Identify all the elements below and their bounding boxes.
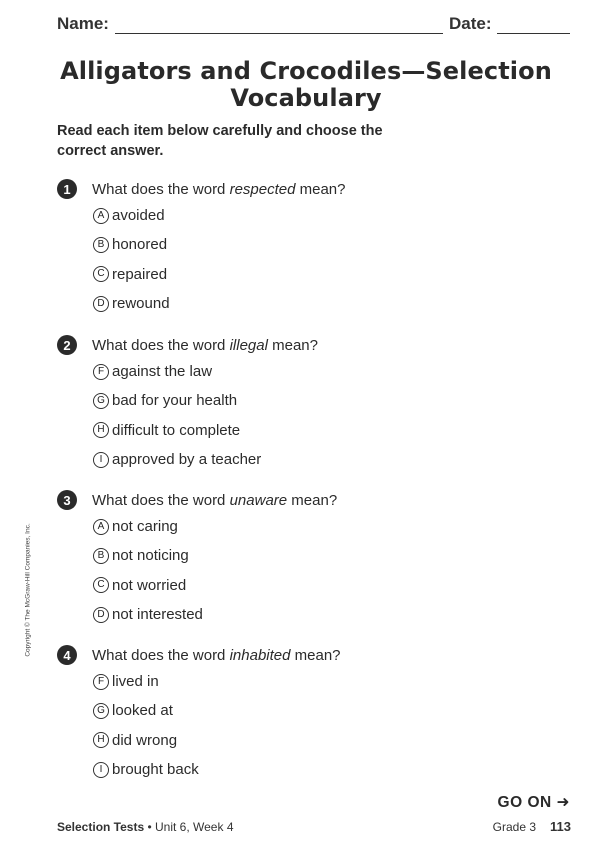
- question-text: [92, 647, 341, 664]
- answer-text: difficult to complete: [112, 421, 241, 439]
- question-number-badge: 1: [57, 179, 77, 199]
- answer-option[interactable]: [93, 201, 577, 230]
- answer-option[interactable]: [93, 289, 577, 318]
- answer-text: against the law: [112, 363, 213, 381]
- question-number-badge: 3: [57, 490, 77, 510]
- answer-option[interactable]: [93, 386, 577, 415]
- page-title-line-2: Vocabulary: [230, 84, 382, 112]
- question-text: [92, 492, 337, 509]
- go-on-label: GO ON ➜: [497, 794, 570, 811]
- date-label: Date:: [448, 14, 492, 33]
- page-title-line-1: Alligators and Crocodiles—Selection: [60, 57, 552, 85]
- answer-bubble-icon[interactable]: C: [93, 577, 109, 593]
- answer-bubble-icon[interactable]: D: [93, 296, 109, 312]
- answer-bubble-icon[interactable]: H: [93, 422, 109, 438]
- answer-text: brought back: [112, 761, 199, 779]
- answer-option[interactable]: [93, 445, 577, 474]
- answer-bubble-icon[interactable]: B: [93, 548, 109, 564]
- answer-text: rewound: [112, 295, 170, 313]
- vocabulary-word: unaware: [229, 491, 288, 509]
- footer-source: [57, 820, 234, 834]
- answer-bubble-icon[interactable]: H: [93, 732, 109, 748]
- question-4: [57, 643, 577, 784]
- page-number: 113: [550, 819, 571, 834]
- answer-text: bad for your health: [112, 392, 238, 410]
- footer: [57, 819, 571, 834]
- answer-text: not worried: [112, 576, 187, 594]
- answer-option[interactable]: [93, 667, 577, 696]
- question-number-badge: 2: [57, 335, 77, 355]
- answer-option[interactable]: [93, 416, 577, 445]
- answer-option[interactable]: [93, 571, 577, 600]
- answer-text: not noticing: [112, 547, 189, 565]
- question-row: [57, 177, 577, 201]
- question-1: [57, 177, 577, 318]
- answer-option[interactable]: [93, 726, 577, 755]
- question-text: [92, 181, 346, 198]
- question-row: [57, 488, 577, 512]
- name-label: Name:: [57, 14, 109, 33]
- answer-bubble-icon[interactable]: A: [93, 519, 109, 535]
- footer-right: [493, 819, 571, 834]
- instructions: Read each item below carefully and choose the correct answer.: [57, 123, 383, 159]
- question-prefix: What does the word: [92, 491, 230, 509]
- answer-bubble-icon[interactable]: I: [93, 452, 109, 468]
- question-suffix: mean?: [295, 180, 346, 198]
- header: [57, 14, 570, 34]
- answer-option[interactable]: [93, 230, 577, 259]
- answer-text: not interested: [112, 606, 203, 624]
- question-row: [57, 643, 577, 667]
- answer-option[interactable]: [93, 260, 577, 289]
- question-suffix: mean?: [290, 646, 341, 664]
- page-title: [30, 58, 582, 112]
- answer-option[interactable]: [93, 357, 577, 386]
- question-prefix: What does the word: [92, 180, 230, 198]
- answer-text: avoided: [112, 207, 165, 225]
- answer-bubble-icon[interactable]: I: [93, 762, 109, 778]
- answer-option[interactable]: [93, 541, 577, 570]
- answer-bubble-icon[interactable]: G: [93, 393, 109, 409]
- question-3: [57, 488, 577, 629]
- footer-unit: • Unit 6, Week 4: [144, 819, 234, 834]
- answer-bubble-icon[interactable]: B: [93, 237, 109, 253]
- answer-option[interactable]: [93, 600, 577, 629]
- copyright-notice: Copyright © The McGraw-Hill Companies, Inc.: [24, 523, 32, 657]
- answer-option[interactable]: [93, 755, 577, 784]
- answer-text: did wrong: [112, 731, 178, 749]
- answer-text: looked at: [112, 702, 173, 720]
- answer-bubble-icon[interactable]: G: [93, 703, 109, 719]
- question-2: [57, 333, 577, 474]
- answer-text: approved by a teacher: [112, 451, 262, 469]
- question-prefix: What does the word: [92, 646, 230, 664]
- footer-grade: Grade 3: [492, 820, 537, 834]
- question-number-badge: 4: [57, 645, 77, 665]
- question-prefix: What does the word: [92, 336, 230, 354]
- answer-option[interactable]: [93, 512, 577, 541]
- answer-text: honored: [112, 236, 168, 254]
- answer-bubble-icon[interactable]: D: [93, 607, 109, 623]
- date-field-line[interactable]: [497, 14, 570, 34]
- footer-book-title: Selection Tests: [57, 819, 145, 834]
- question-row: [57, 333, 577, 357]
- answer-text: repaired: [112, 265, 168, 283]
- question-suffix: mean?: [267, 336, 318, 354]
- vocabulary-word: inhabited: [229, 646, 291, 664]
- answer-bubble-icon[interactable]: C: [93, 266, 109, 282]
- name-field-line[interactable]: [115, 14, 443, 34]
- vocabulary-word: respected: [229, 180, 296, 198]
- answer-bubble-icon[interactable]: A: [93, 208, 109, 224]
- question-text: [92, 337, 318, 354]
- vocabulary-word: illegal: [229, 336, 268, 354]
- answer-option[interactable]: [93, 696, 577, 725]
- answer-bubble-icon[interactable]: F: [93, 364, 109, 380]
- question-suffix: mean?: [287, 491, 338, 509]
- answer-bubble-icon[interactable]: F: [93, 674, 109, 690]
- answer-text: lived in: [112, 673, 159, 691]
- answer-text: not caring: [112, 518, 178, 536]
